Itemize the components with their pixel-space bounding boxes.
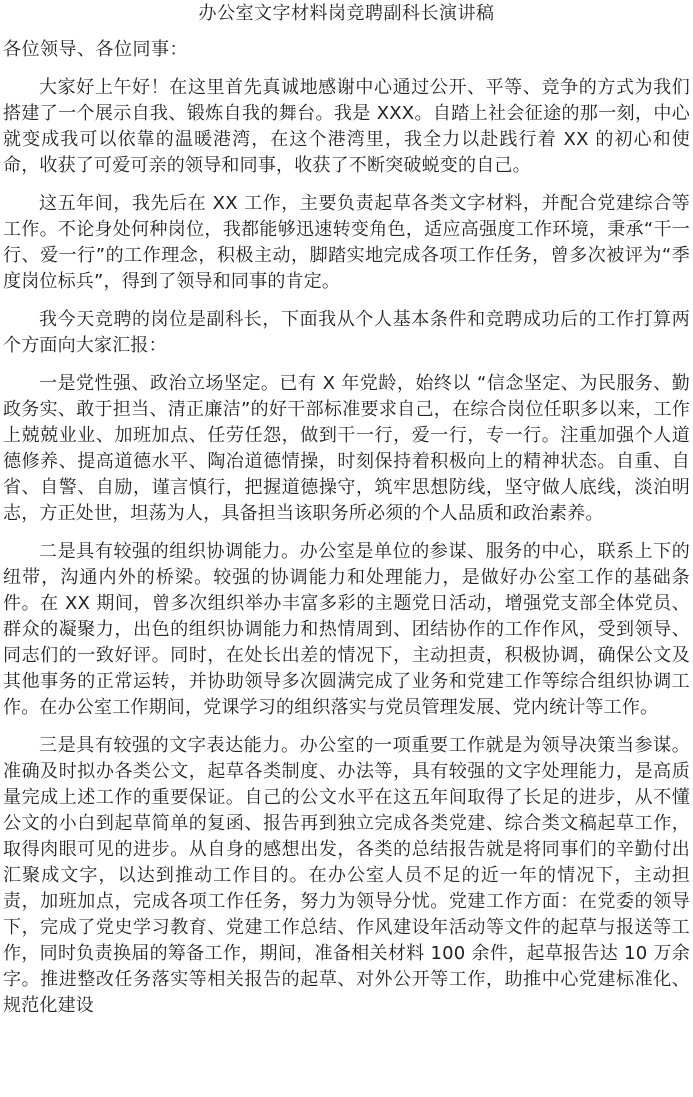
paragraph-work-history: 这五年间，我先后在 XX 工作，主要负责起草各类文字材料，并配合党建综合等工作。不论身处何种岗位，我都能够迅速转变角色，适应高强度工作环境，秉承“干一行、爱一行”的工作理念，积极主动，脚踏实地完成各项工作任务，曾多次被评为“季度岗位标兵”，得到了领导和同事的肯定。 bbox=[3, 193, 690, 292]
paragraph-party-spirit: 一是党性强、政治立场坚定。已有 X 年党龄，始终以 “信念坚定、为民服务、勤政务实、敢于担当、清正廉洁”的好干部标准要求自己，在综合岗位任职多以来，工作上兢兢业业、加班加点、任劳任怨，做到干一行，爱一行，专一行。注重加强个人道德修养、提高道德水平、陶冶道德情操，时刻保持着积极向上的精神状态。自重、自省、自警、自励，谨言慎行，把握道德操守，筑牢思想防线，坚守做人底线，淡泊明志，方正处世，坦荡为人，具备担当该职务所必须的个人品质和政治素养。 bbox=[3, 373, 690, 524]
document-title: 办公室文字材料岗竞聘副科长演讲稿 bbox=[198, 3, 495, 24]
paragraph-position-intro: 我今天竞聘的岗位是副科长，下面我从个人基本条件和竞聘成功后的工作打算两个方面向大家汇报： bbox=[3, 309, 690, 356]
salutation: 各位领导、各位同事： bbox=[3, 39, 188, 60]
paragraph-coordination: 二是具有较强的组织协调能力。办公室是单位的参谋、服务的中心，联系上下的纽带，沟通内外的桥梁。较强的协调能力和处理能力，是做好办公室工作的基础条件。在 XX 期间，曾多次组织举办丰富多彩的主题党日活动，增强党支部全体党员、群众的凝聚力，出色的组织协调能力和热情周到、团结协作的工作作风，受到领导、同志们的一致好评。同时，在处长出差的情况下，主动担责，积极协调，确保公文及其他事务的正常运转，并协助领导多次圆满完成了业务和党建工作等综合组织协调工作。在办公室工作期间，党课学习的组织落实与党员管理发展、党内统计等工作。 bbox=[3, 541, 690, 718]
paragraph-greeting: 大家好上午好！在这里首先真诚地感谢中心通过公开、平等、竞争的方式为我们搭建了一个展示自我、锻炼自我的舞台。我是 XXX。自踏上社会征途的那一刻，中心就变成我可以依靠的温暖港湾，在这个港湾里，我全力以赴践行着 XX 的初心和使命，收获了可爱可亲的领导和同事，收获了不断突破蜕变的自己。 bbox=[3, 77, 690, 176]
paragraph-writing-ability: 三是具有较强的文字表达能力。办公室的一项重要工作就是为领导决策当参谋。准确及时拟办各类公文，起草各类制度、办法等，具有较强的文字处理能力，是高质量完成上述工作的重要保证。自己的公文水平在这五年间取得了长足的进步，从不懂公文的小白到起草简单的复函、报告再到独立完成各类党建、综合类文稿起草工作，取得肉眼可见的进步。从自身的感想出发，各类的总结报告就是将同事们的辛勤付出汇聚成文字，以达到推动工作目的。在办公室人员不足的近一年的情况下，主动担责，加班加点，完成各项工作任务，努力为领导分忧。党建工作方面：在党委的领导下，完成了党史学习教育、党建工作总结、作风建设年活动等文件的起草与报送等工作，同时负责换届的筹备工作，期间，准备相关材料 100 余件，起草报告达 10 万余字。推进整改任务落实等相关报告的起草、对外公开等工作，助推中心党建标准化、规范化建设 bbox=[3, 735, 690, 1016]
